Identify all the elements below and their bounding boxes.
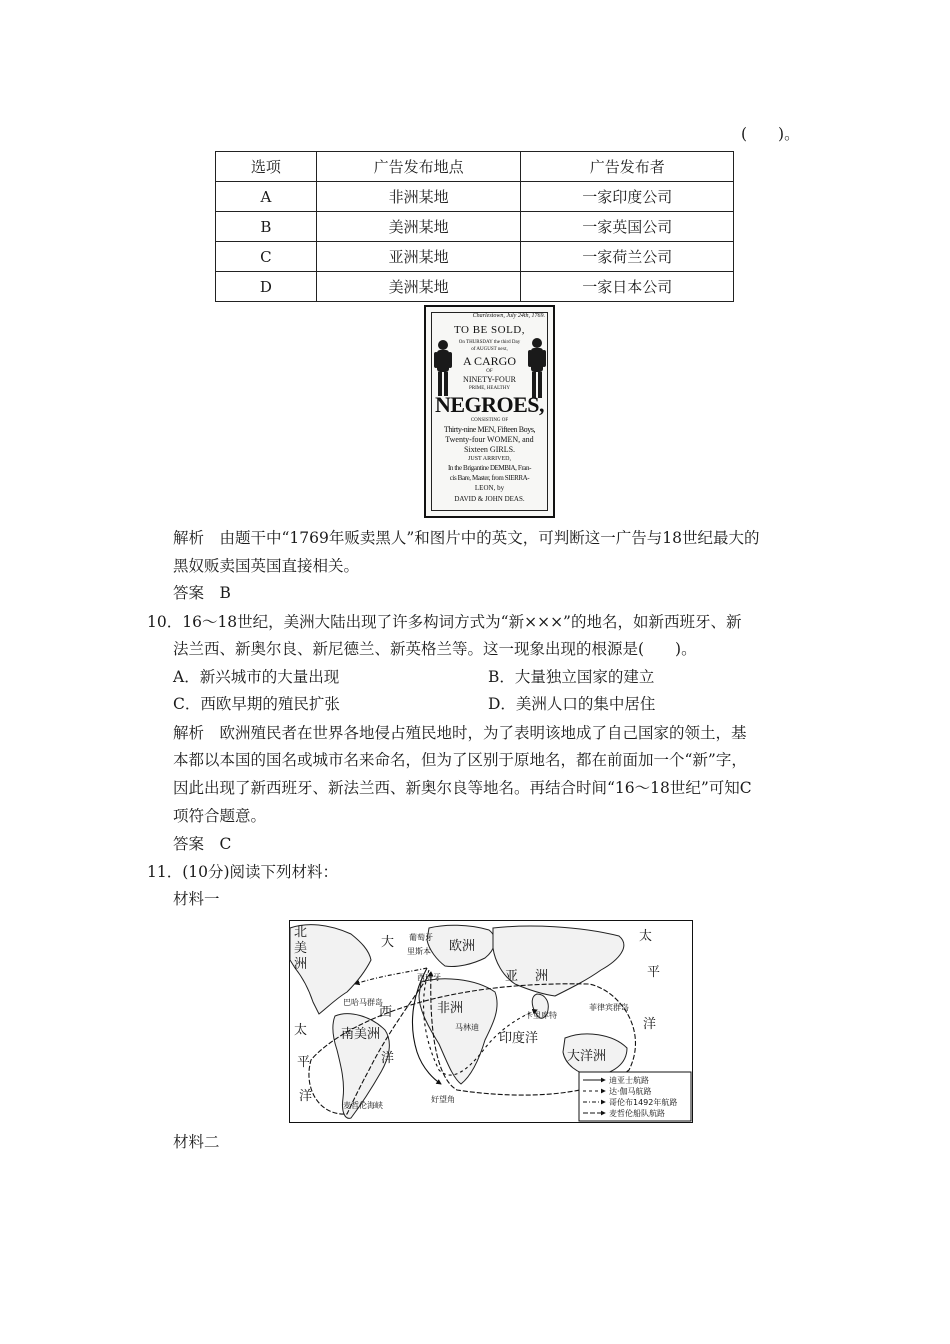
map-label: 大	[381, 935, 395, 950]
table-cell: 一家印度公司	[521, 182, 734, 212]
table-cell: 一家英国公司	[521, 212, 734, 242]
legend-label: 达·伽马航路	[609, 1087, 652, 1096]
q11-stem: 11．(10分)阅读下列材料：	[147, 863, 339, 881]
table-row	[216, 272, 734, 302]
table-header-cell: 广告发布地点	[316, 152, 521, 182]
voyages-map	[289, 920, 693, 1123]
map-label: 洲	[535, 969, 549, 984]
material-one-label: 材料一	[173, 890, 220, 908]
map-label: 太	[639, 929, 653, 944]
q10-analysis-line: 本都以本国的国名或城市名来命名，但为了区别于原地名，都在前面加一个“新”字，	[173, 751, 747, 769]
material-two-label: 材料二	[173, 1133, 220, 1151]
map-label: 美	[294, 941, 308, 956]
ad-line: Thirty-nine MEN, Fifteen Boys,	[443, 425, 536, 434]
map-label: 欧洲	[449, 939, 476, 954]
table-header-row	[216, 152, 734, 182]
q10-option-a: A．新兴城市的大量出现	[173, 668, 340, 686]
q10-analysis-line: 项符合题意。	[173, 807, 267, 825]
map-label: 洋	[299, 1089, 313, 1104]
table-row	[216, 242, 734, 272]
map-label: 里斯本	[407, 947, 431, 956]
q9-answer: 答案 B	[173, 584, 231, 602]
q10-answer: 答案 C	[173, 835, 232, 853]
map-label: 南美洲	[341, 1027, 381, 1042]
map-label: 麦哲伦海峡	[343, 1101, 383, 1110]
map-legend	[579, 1072, 691, 1121]
q9-analysis-line: 黑奴贩卖国英国直接相关。	[173, 557, 360, 575]
legend-label: 哥伦布1492年航路	[609, 1098, 678, 1107]
map-label: 马林迪	[455, 1023, 479, 1032]
ad-dateline: Charlestown, July 24th, 1769.	[472, 313, 545, 319]
ad-line: Twenty-four WOMEN, and	[445, 435, 534, 444]
q10-stem-line: 法兰西、新奥尔良、新尼德兰、新英格兰等。这一现象出现的根源是( )。	[173, 640, 697, 658]
ad-line: On THURSDAY the third Day	[458, 340, 521, 345]
ad-line: of AUGUST next,	[471, 347, 508, 352]
q10-stem-line: 10．16～18世纪，美洲大陆出现了许多构词方式为“新×××”的地名，如新西班牙、新	[147, 613, 742, 631]
table-cell: 美洲某地	[316, 212, 521, 242]
table-row	[216, 212, 734, 242]
table-cell: 非洲某地	[316, 182, 521, 212]
table-cell: 美洲某地	[316, 272, 521, 302]
map-label: 西	[379, 1005, 393, 1020]
q10-analysis-line: 解析 欧洲殖民者在世界各地侵占殖民地时，为了表明该地成了自己国家的领土，基	[173, 724, 747, 742]
q10-option-b: B．大量独立国家的建立	[488, 668, 655, 686]
map-label: 太	[294, 1023, 308, 1038]
table-cell: C	[216, 242, 317, 272]
map-label: 卡里库特	[525, 1011, 557, 1020]
map-label: 平	[297, 1055, 311, 1070]
ad-line: Sixteen GIRLS.	[463, 445, 516, 454]
legend-label: 迪亚士航路	[609, 1076, 649, 1085]
map-label: 洋	[381, 1051, 395, 1066]
q10-option-d: D．美洲人口的集中居住	[488, 695, 656, 713]
map-label: 洲	[294, 957, 308, 972]
map-label: 菲律宾群岛	[589, 1003, 629, 1012]
table-cell: A	[216, 182, 317, 212]
ad-line: cis Bare, Master, from SIERRA-	[449, 474, 530, 482]
q10-option-c: C．西欧早期的殖民扩张	[173, 695, 340, 713]
map-label: 好望角	[431, 1095, 455, 1104]
ad-line: TO BE SOLD,	[454, 324, 525, 336]
ad-line: A CARGO	[462, 354, 516, 368]
slave-sale-advertisement	[424, 305, 555, 518]
table-cell: 亚洲某地	[316, 242, 521, 272]
map-label: 非洲	[437, 1001, 464, 1016]
map-label: 平	[647, 965, 661, 980]
map-label: 亚	[505, 969, 519, 984]
map-label: 大洋洲	[567, 1049, 607, 1064]
q10-analysis-line: 因此出现了新西班牙、新法兰西、新奥尔良等地名。再结合时间“16～18世纪”可知C	[173, 779, 752, 797]
map-label: 洋	[643, 1017, 657, 1032]
ad-line: OF	[486, 369, 493, 374]
table-header-cell: 广告发布者	[521, 152, 734, 182]
ad-line: LEON, by	[474, 484, 505, 492]
ad-line: JUST ARRIVED,	[468, 456, 511, 462]
table-cell: D	[216, 272, 317, 302]
map-label: 西班牙	[417, 973, 441, 982]
map-label: 巴哈马群岛	[343, 998, 383, 1007]
table-cell: B	[216, 212, 317, 242]
table-cell: 一家日本公司	[521, 272, 734, 302]
legend-label: 麦哲伦船队航路	[609, 1109, 665, 1118]
table-cell: 一家荷兰公司	[521, 242, 734, 272]
q9-analysis-line: 解析 由题干中“1769年贩卖黑人”和图片中的英文，可判断这一广告与18世纪最大的	[173, 529, 760, 547]
table-row	[216, 182, 734, 212]
ad-line: NINETY-FOUR	[463, 375, 516, 384]
question-answer-bracket: ( )。	[741, 125, 800, 143]
map-label: 印度洋	[499, 1031, 539, 1046]
ad-line: DAVID & JOHN DEAS.	[454, 495, 525, 503]
ad-line: In the Brigantine DEMBIA, Fran-	[447, 464, 532, 472]
map-label: 葡萄牙	[409, 933, 433, 942]
ad-headline: NEGROES,	[434, 392, 545, 417]
ad-line: CONSISTING OF	[470, 418, 509, 423]
options-table	[215, 151, 734, 302]
table-header-cell: 选项	[216, 152, 317, 182]
map-label: 北	[294, 925, 308, 940]
ad-line: PRIME, HEALTHY	[469, 386, 510, 391]
